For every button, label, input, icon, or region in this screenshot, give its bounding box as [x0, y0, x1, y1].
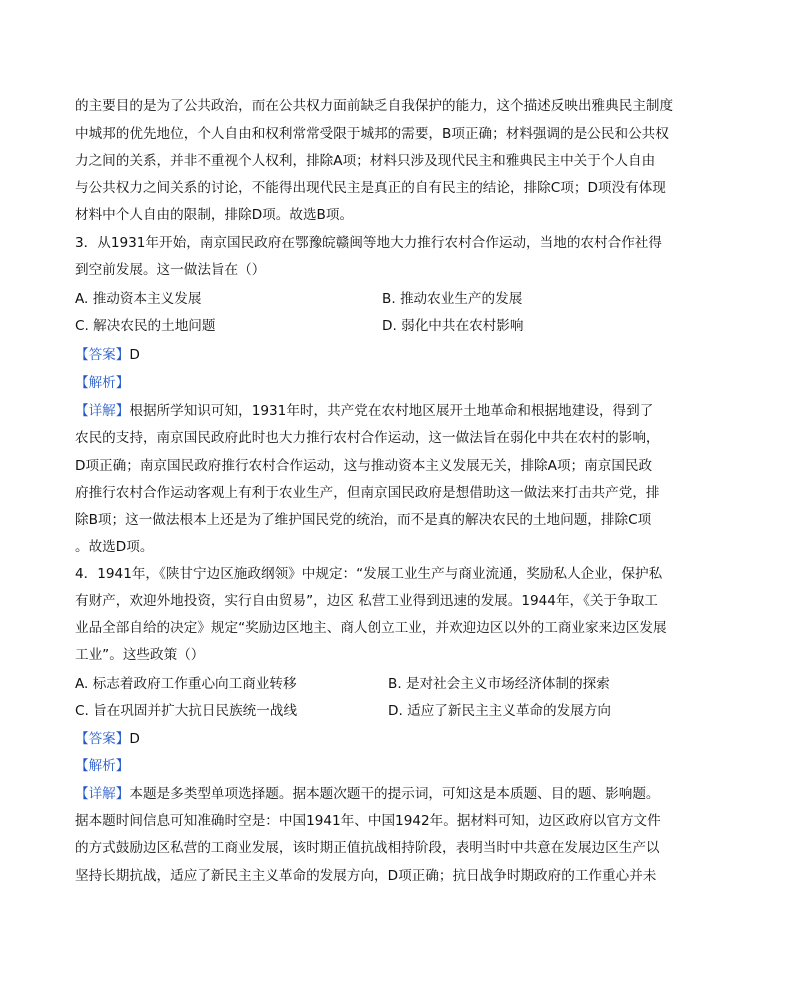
question-3-stem: 3．从1931年开始，南京国民政府在鄂豫皖赣闽等地大力推行农村合作运动，当地的农村合作社得 [75, 235, 662, 251]
q3-detail-line: 府推行农村合作运动客观上有利于农业生产，但南京国民政府是想借助这一做法来打击共产党，排 [75, 485, 660, 501]
paragraph-line: 材料中个人自由的限制，排除D项。故选B项。 [75, 207, 354, 223]
q4-detail-line: 的方式鼓励边区私营的工商业发展，该时期正值抗战相持阶段，表明当时中共意在发展边区生产以 [75, 840, 660, 856]
question-4-stem: 业品全部自给的决定》规定“奖励边区地主、商人创立工业，并欢迎边区以外的工商业家来边区发展 [75, 620, 667, 636]
q3-detail-line: 。故选D项。 [75, 539, 154, 555]
answer-value: D [129, 731, 140, 747]
answer-tag: 【答案】 [75, 347, 130, 363]
paragraph-line: 中城邦的优先地位，个人自由和权利常常受限于城邦的需要，B项正确；材料强调的是公民和公共权 [75, 126, 669, 142]
paragraph-line: 与公共权力之间关系的讨论，不能得出现代民主是真正的自有民主的结论，排除C项；D项没有体现 [75, 180, 666, 196]
q3-option-c: C. 解决农民的土地问题 [75, 318, 216, 334]
question-4-stem: 4．1941年，《陕甘宁边区施政纲领》中规定：“发展工业生产与商业流通，奖励私人企业，保护私 [75, 566, 663, 582]
analysis-tag: 【解析】 [75, 758, 130, 774]
detail-tag: 【详解】 [75, 403, 130, 419]
detail-text: 本题是多类型单项选择题。据本题次题干的提示词，可知这是本质题、目的题、影响题。 [129, 786, 660, 802]
q4-option-d: D. 适应了新民主主义革命的发展方向 [388, 703, 612, 719]
q4-detail-line: 坚持长期抗战，适应了新民主主义革命的发展方向，D项正确；抗日战争时期政府的工作重心并未 [75, 868, 657, 884]
q3-detail-line: D项正确；南京国民政府推行农村合作运动，这与推动资本主义发展无关，排除A项；南京国民政 [75, 458, 653, 474]
question-4-stem: 工业”。这些政策（） [75, 647, 205, 663]
detail-text: 根据所学知识可知，1931年时，共产党在农村地区展开土地革命和根据地建设，得到了 [129, 403, 654, 419]
paragraph-line: 力之间的关系，并非不重视个人权利，排除A项；材料只涉及现代民主和雅典民主中关于个人自由 [75, 153, 656, 169]
q4-option-a: A. 标志着政府工作重心向工商业转移 [75, 676, 297, 692]
q3-detail-line [75, 401, 735, 421]
q4-analysis-tag [75, 756, 129, 776]
detail-tag: 【详解】 [75, 786, 130, 802]
q3-detail-line: 农民的支持，南京国民政府此时也大力推行农村合作运动，这一做法旨在弱化中共在农村的影响， [75, 430, 660, 446]
q4-option-c: C. 旨在巩固并扩大抗日民族统一战线 [75, 703, 298, 719]
q3-option-a: A. 推动资本主义发展 [75, 291, 202, 307]
q3-analysis-tag [75, 373, 129, 393]
question-4-stem: 有财产，欢迎外地投资，实行自由贸易”，边区 私营工业得到迅速的发展。1944年，《关于争取工 [75, 593, 658, 609]
q3-answer [75, 345, 140, 365]
answer-value: D [129, 347, 140, 363]
question-3-stem: 到空前发展。这一做法旨在（） [75, 262, 266, 278]
q4-option-b: B. 是对社会主义市场经济体制的探索 [388, 676, 610, 692]
q4-detail-line: 据本题时间信息可知准确时空是：中国1941年、中国1942年。据材料可知，边区政府以官方文件 [75, 813, 661, 829]
answer-tag: 【答案】 [75, 731, 130, 747]
q4-detail-line [75, 784, 735, 804]
q3-option-b: B. 推动农业生产的发展 [382, 291, 523, 307]
paragraph-line: 的主要目的是为了公共政治，而在公共权力面前缺乏自我保护的能力，这个描述反映出雅典民主制度 [75, 98, 674, 114]
analysis-tag: 【解析】 [75, 375, 130, 391]
q3-option-d: D. 弱化中共在农村影响 [382, 318, 524, 334]
q4-answer [75, 729, 140, 749]
q3-detail-line: 除B项；这一做法根本上还是为了维护国民党的统治，而不是真的解决农民的土地问题，排除C项 [75, 512, 652, 528]
